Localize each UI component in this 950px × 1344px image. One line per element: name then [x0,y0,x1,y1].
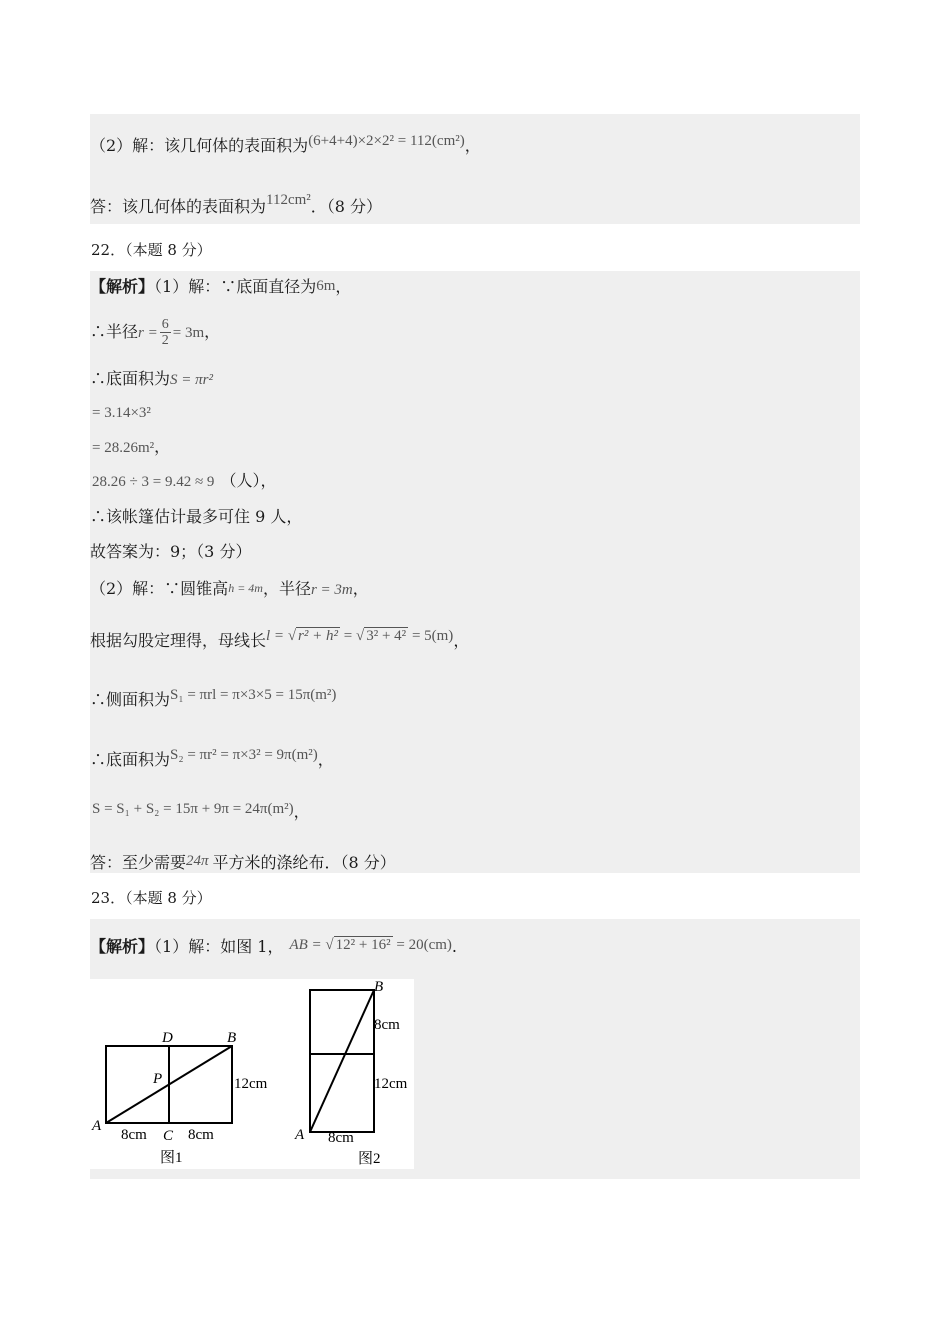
q22-pyth-line [90,626,469,651]
q22-pyth-sqrt1: r² + h² [298,628,339,644]
q21-answer-prefix: 答：该几何体的表面积为 [90,197,267,216]
q23-header: 23．（本题 8 分） [91,889,212,907]
figure2-diagonal-ab [310,990,374,1132]
q21-surface-line [90,131,481,156]
q22-p2-line [90,578,369,600]
q22-radius-result: = 3m [172,325,205,341]
q22-p2-radius: r = 3m [310,582,353,598]
q22-p2-end: ， [352,579,369,598]
figure1-label-a: A [92,1118,102,1134]
q22-analysis-label: 【解析】 [90,277,155,296]
q22-pyth-sqrt2: 3² + 4² [366,628,407,644]
q22-header: 22．（本题 8 分） [91,241,212,259]
q22-area-step3: = 28.26m² [92,440,155,456]
q22-answer2-suffix: 平方米的涤纶布．（8 分） [212,853,396,872]
q22-area-prefix: ∴底面积为 [90,369,171,388]
q22-conclusion: ∴该帐篷估计最多可住 9 人， [90,507,303,526]
q23-ab-result: = 20(cm) [396,937,452,953]
q22-radius-fraction [160,317,171,348]
figure2-side-bottom: 12cm [374,1076,408,1092]
q22-answer2-line [90,851,396,873]
q22-division-suffix: （人）， [220,471,277,490]
q23-ab-suffix: . [451,937,457,956]
q22-total-line [92,799,310,822]
q22-answer2-value: 24π [186,853,209,869]
q22-base-formula: S₂ = πr² = π×3² = 9π(m²) [170,747,318,763]
q21-surface-suffix: ， [464,136,481,155]
q22-pyth-suffix: ， [453,631,470,650]
figure2-caption: 图2 [358,1151,381,1167]
q22-base-suffix: ， [317,750,334,769]
figure2-bottom: 8cm [328,1130,354,1146]
figure1-label-p: P [153,1071,163,1087]
figure2-label-a: A [295,1127,305,1143]
figure2-side-top: 8cm [374,1017,400,1033]
q21-answer-suffix: ．（8 分） [310,197,383,216]
q22-area-step3-suffix: ， [154,437,171,456]
q22-division-line [92,471,276,492]
figure1-label-b: B [227,1030,237,1046]
figure2-label-b: B [374,979,384,995]
figure1 [91,1030,268,1166]
q22-lateral-formula: S₁ = πrl = π×3×5 = 15π(m²) [170,687,337,703]
q22-radius-den: 2 [161,333,169,348]
q22-area-formula: S = πr² [170,372,213,388]
q22-base-prefix: ∴底面积为 [90,750,171,769]
figure2 [294,979,408,1167]
q22-intro-line [90,276,351,297]
q22-radius-prefix: ∴半径 [90,322,139,341]
q22-area-step3-line [92,437,170,458]
q22-radius-line [90,317,220,348]
q22-pyth-lhs: l = [266,628,285,644]
figure1-bottom-right: 8cm [188,1127,214,1143]
q23-figures [90,979,414,1169]
q22-p2-height: h = 4m [228,581,263,595]
q23-analysis-label: 【解析】 [90,937,155,956]
q22-pyth-result: = 5(m) [411,628,454,644]
figure1-caption: 图1 [160,1150,183,1166]
figure1-label-d: D [162,1030,173,1046]
figure1-bottom-left: 8cm [121,1127,147,1143]
q22-p1-intro: （1）解：∵底面直径为 [154,277,317,296]
q21-answer-line [90,190,382,217]
q22-area-step2: = 3.14×3² [92,405,151,421]
q22-diameter: 6m [316,278,336,294]
q22-lateral-line [90,685,336,710]
q23-solution-block [90,919,860,1179]
q22-pyth-eq: = [343,628,353,644]
q22-answer2-prefix: 答：至少需要 [90,853,187,872]
q22-base-line [90,745,334,770]
q22-lateral-prefix: ∴侧面积为 [90,690,171,709]
q23-ab-formula: AB = √ 12² + 16² = 20(cm) [289,937,452,953]
q21-part2-block [90,114,860,224]
q22-pyth-formula: l = √ r² + h² = √ 3² + 4² = 5(m) [266,628,454,644]
q22-p2-intro: （2）解：∵圆锥高 [90,579,229,598]
q21-surface-prefix: （2）解：该几何体的表面积为 [90,136,309,155]
q22-radius-r: r = [138,325,158,341]
q22-pyth-prefix: 根据勾股定理得，母线长 [90,631,267,650]
q21-answer-value: 112cm² [266,192,311,208]
q23-intro-line [90,935,457,957]
q22-radius-suffix: ， [204,322,221,341]
q22-division: 28.26 ÷ 3 = 9.42 ≈ 9 [92,474,215,490]
q23-p1-intro: （1）解：如图 1， [154,937,284,956]
q23-ab-sqrt: 12² + 16² [335,937,391,953]
q22-total-suffix: ， [293,802,310,821]
q22-answer1: 故答案为：9；（3 分） [90,542,252,561]
q21-surface-formula: (6+4+4)×2×2² = 112(cm²) [308,133,465,149]
q22-total-formula: S = S₁ + S₂ = 15π + 9π = 24π(m²) [92,801,294,817]
q22-p2-mid: ，半径 [262,579,311,598]
q22-area-line [90,369,213,390]
figure1-label-c: C [163,1128,174,1144]
figure1-side-height: 12cm [234,1076,268,1092]
q23-ab-lhs: AB = [289,937,322,953]
q22-radius-num: 6 [161,317,169,332]
q22-p1-comma: ， [335,277,352,296]
q22-solution-block [90,271,860,873]
